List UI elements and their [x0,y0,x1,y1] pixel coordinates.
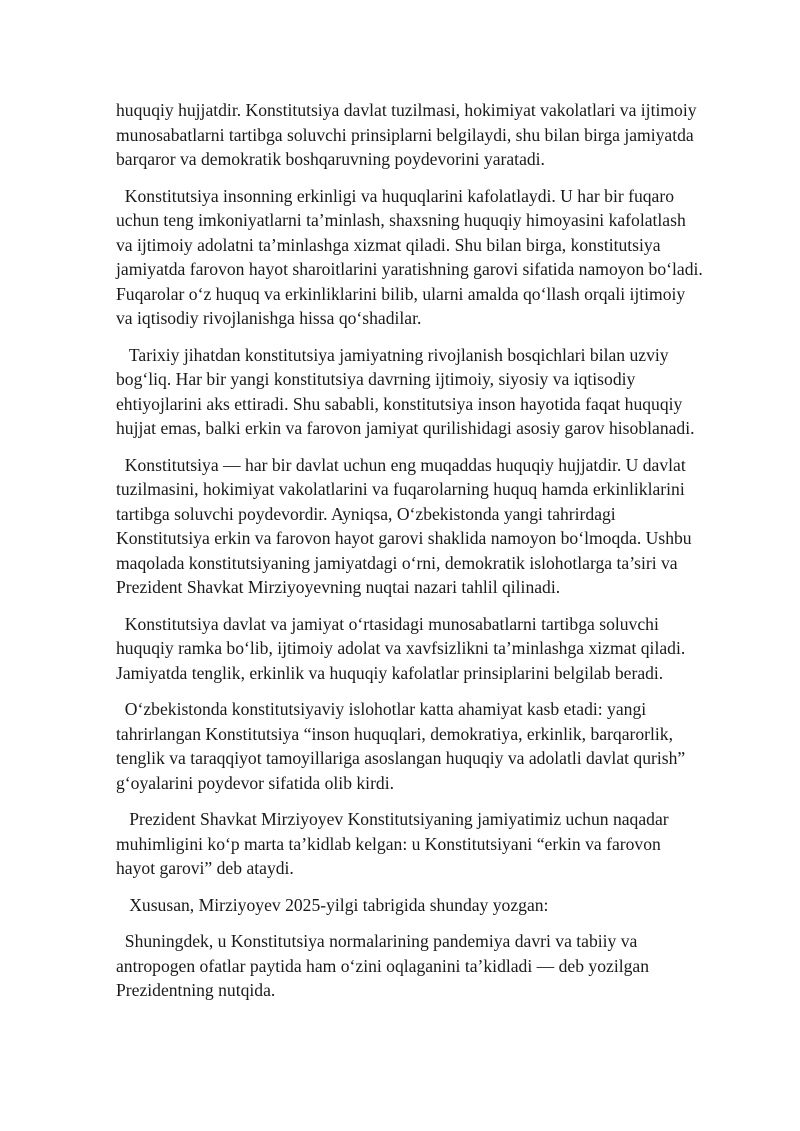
paragraph [116,453,756,600]
paragraph [116,343,756,441]
paragraph [116,184,756,331]
text-line: hayot garovi” deb ataydi. [116,858,294,878]
text-line: tuzilmasini, hokimiyat vakolatlarini va fuqarolarning huquq hamda erkinliklarini [116,479,685,499]
text-line: Xususan, Mirziyoyev 2025-yilgi tabrigida shunday yozgan: [116,894,549,915]
text-line: O‘zbekistonda konstitutsiyaviy islohotlar katta ahamiyat kasb etadi: yangi [116,699,647,719]
text-line: Prezidentning nutqida. [116,980,276,1000]
paragraph [116,807,756,881]
paragraph [116,893,756,918]
document-body [116,98,756,1015]
text-line: Shuningdek, u Konstitutsiya normalarining pandemiya davri va tabiiy va [116,931,638,951]
paragraph [116,612,756,686]
text-line: barqaror va demokratik boshqaruvning poydevorini yaratadi. [116,149,545,169]
text-line: munosabatlarni tartibga soluvchi prinsiplarni belgilaydi, shu bilan birga jamiyatda [116,124,694,145]
text-line: g‘oyalarini poydevor sifatida olib kirdi. [116,772,395,793]
text-line: tenglik va taraqqiyot tamoyillariga asoslangan huquqiy va adolatli davlat qurish” [116,748,686,768]
text-line: antropogen ofatlar paytida ham o‘zini oqlaganini ta’kidladi — deb yozilgan [116,955,650,976]
text-line: maqolada konstitutsiyaning jamiyatdagi o‘rni, demokratik islohotlarga ta’siri va [116,552,678,573]
text-line: huquqiy ramka bo‘lib, ijtimoiy adolat va xavfsizlikni ta’minlashga xizmat qiladi. [116,638,686,658]
text-line: hujjat emas, balki erkin va farovon jamiyat qurilishidagi asosiy garov hisoblanadi. [116,418,695,438]
text-line: tartibga soluvchi poydevordir. Ayniqsa, O‘zbekistonda yangi tahrirdagi [116,503,616,524]
text-line: bog‘liq. Har bir yangi konstitutsiya davrning ijtimoiy, siyosiy va iqtisodiy [116,369,636,389]
text-line: Konstitutsiya — har bir davlat uchun eng muqaddas huquqiy hujjatdir. U davlat [116,454,686,475]
paragraph [116,929,756,1003]
text-line: ehtiyojlarini aks ettiradi. Shu sababli, konstitutsiya inson hayotida faqat huquqiy [116,393,683,414]
text-line: Tarixiy jihatdan konstitutsiya jamiyatning rivojlanish bosqichlari bilan uzviy [116,344,669,365]
paragraph [116,697,756,795]
text-line: Konstitutsiya davlat va jamiyat o‘rtasidagi munosabatlarni tartibga soluvchi [116,613,659,634]
text-line: huquqiy hujjatdir. Konstitutsiya davlat tuzilmasi, hokimiyat vakolatlari va ijtimoiy [116,100,697,120]
text-line: jamiyatda farovon hayot sharoitlarini yaratishning garovi sifatida namoyon bo‘ladi. [116,259,703,279]
text-line: tahrirlangan Konstitutsiya “inson huquqlari, demokratiya, erkinlik, barqarorlik, [116,723,673,744]
text-line: muhimligini ko‘p marta ta’kidlab kelgan: u Konstitutsiyani “erkin va farovon [116,833,661,854]
text-line: va ijtimoiy adolatni ta’minlashga xizmat qiladi. Shu bilan birga, konstitutsiya [116,234,661,255]
text-line: Konstitutsiya insonning erkinligi va huquqlarini kafolatlaydi. U har bir fuqaro [116,185,675,206]
paragraph [116,98,756,172]
text-line: Konstitutsiya erkin va farovon hayot garovi shaklida namoyon bo‘lmoqda. Ushbu [116,528,692,548]
text-line: Prezident Shavkat Mirziyoyev Konstitutsiyaning jamiyatimiz uchun naqadar [116,809,669,829]
text-line: Jamiyatda tenglik, erkinlik va huquqiy kafolatlar prinsiplarini belgilab beradi. [116,662,664,683]
text-line: va iqtisodiy rivojlanishga hissa qo‘shadilar. [116,308,422,328]
text-line: Prezident Shavkat Mirziyoyevning nuqtai nazari tahlil qilinadi. [116,577,561,597]
text-line: Fuqarolar o‘z huquq va erkinliklarini bilib, ularni amalda qo‘llash orqali ijtimoiy [116,283,686,304]
text-line: uchun teng imkoniyatlarni ta’minlash, shaxsning huquqiy himoyasini kafolatlash [116,210,686,230]
